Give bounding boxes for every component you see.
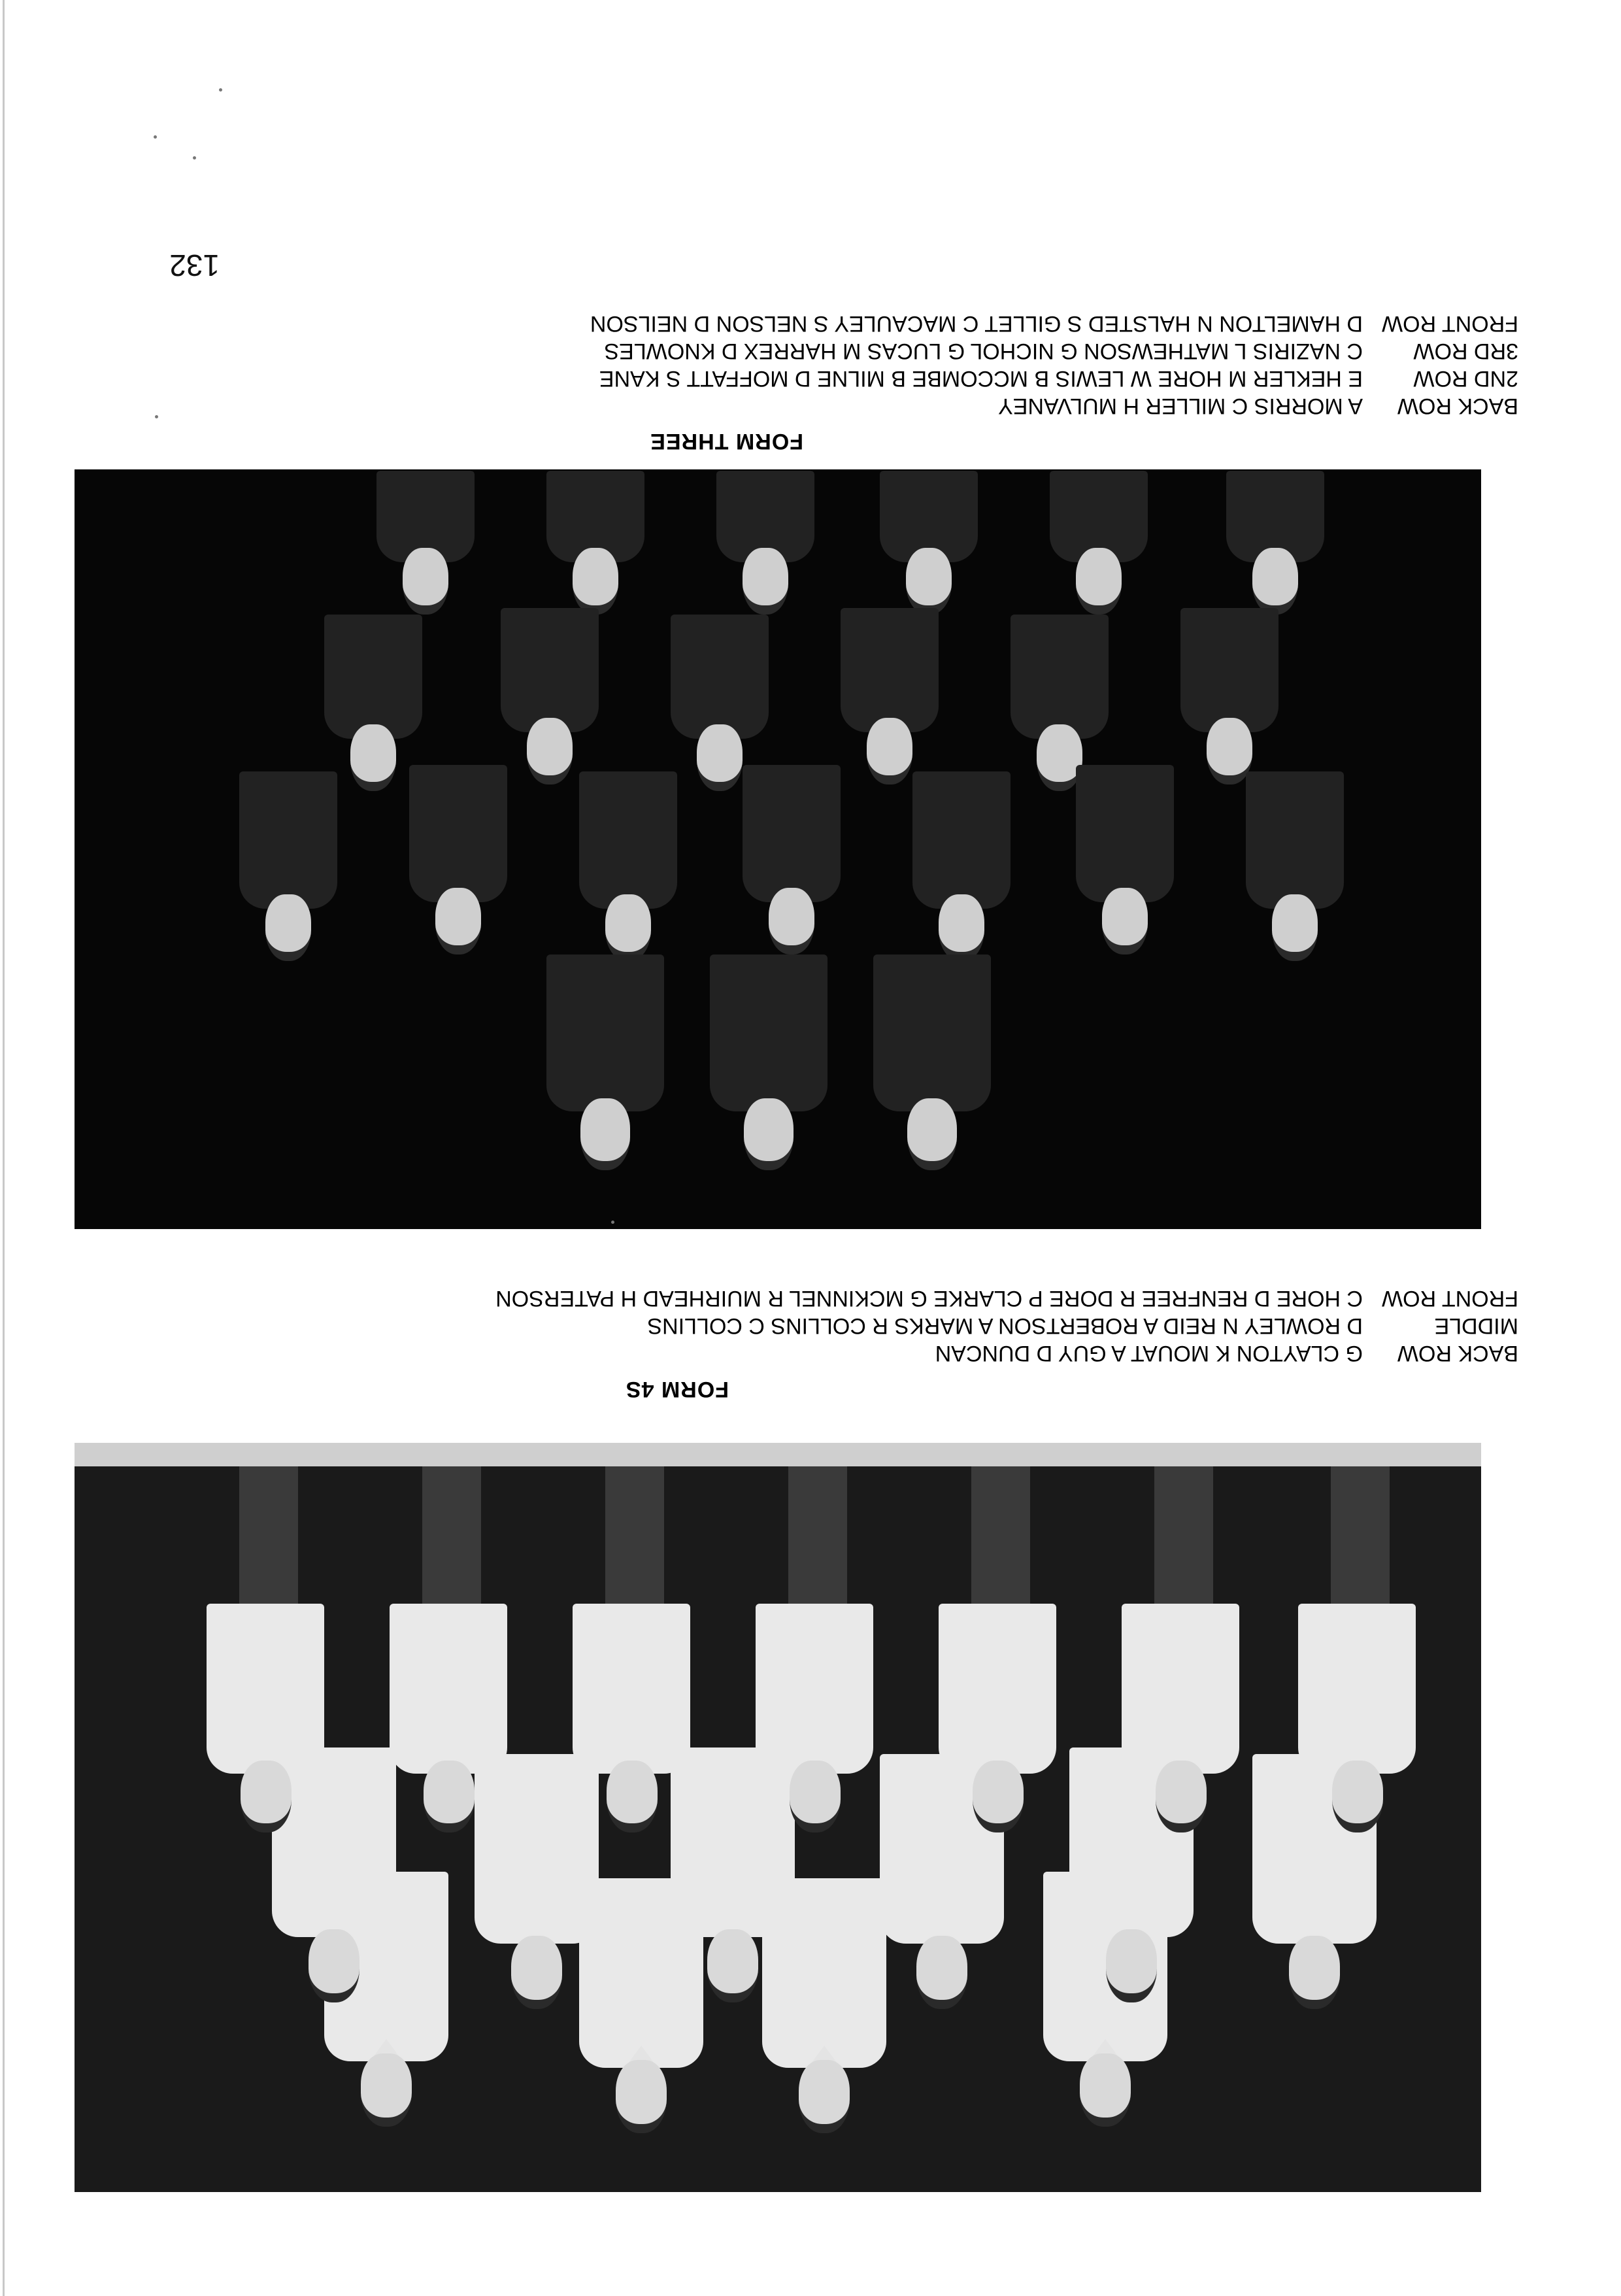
student-figure	[383, 1447, 514, 1852]
student-figure	[1043, 471, 1154, 628]
form-three-photo	[75, 469, 1481, 1229]
row-label: MIDDLE	[1434, 1313, 1518, 1338]
student-figure	[1115, 1447, 1246, 1852]
form-three-caption	[590, 310, 1518, 420]
caption-row	[590, 337, 1518, 365]
form-4s-caption	[495, 1285, 1518, 1367]
form-three-title: FORM THREE	[650, 429, 803, 454]
caption-row	[495, 1285, 1518, 1312]
row-names: D ROWLEY N REID A ROBERTSON A MARKS R COLLINS C COLLINS	[647, 1313, 1363, 1338]
student-figure	[749, 1447, 880, 1852]
student-figure	[370, 471, 481, 628]
student-figure	[566, 1447, 697, 1852]
row-names: D HAMELTON N HALSTED S GILLET C MACAULEY S NELSON D NEILSON	[590, 311, 1363, 336]
row-label: FRONT ROW	[1381, 1286, 1518, 1311]
row-label: FRONT ROW	[1381, 311, 1518, 336]
row-names: A MORRIS C MILLER H MULVANEY	[998, 394, 1363, 418]
row-label: BACK ROW	[1397, 1341, 1518, 1366]
row-label: BACK ROW	[1397, 394, 1518, 418]
student-figure	[1292, 1447, 1422, 1852]
student-figure	[932, 1447, 1063, 1852]
student-figure	[1239, 771, 1350, 981]
scan-edge-line	[3, 0, 5, 2296]
student-figure	[200, 1447, 331, 1852]
form-4s-photo	[75, 1443, 1481, 2192]
caption-row	[495, 1340, 1518, 1367]
row-names: E HEKLER M HORE W LEWIS B MCCOMBE B MILNE D MOFFATT S KANE	[599, 366, 1363, 391]
student-figure	[873, 471, 984, 628]
student-figure	[573, 771, 684, 981]
student-figure	[540, 954, 671, 1190]
student-figure	[1220, 471, 1331, 628]
student-figure	[906, 771, 1017, 981]
row-label: 3RD ROW	[1413, 339, 1518, 363]
row-names: G CLAYTON K MOUAT A GUY D DUNCAN	[935, 1341, 1363, 1366]
caption-row	[590, 365, 1518, 392]
student-figure	[710, 471, 821, 628]
student-figure	[867, 954, 997, 1190]
student-figure	[233, 771, 344, 981]
page-number: 132	[169, 248, 220, 282]
student-figure	[703, 954, 834, 1190]
caption-row	[590, 392, 1518, 420]
student-figure	[1069, 765, 1180, 974]
row-names: C NAZIRIS L MATHEWSON G NICHOL G LUCAS M HARREX D KNOWLES	[604, 339, 1363, 363]
caption-row	[590, 310, 1518, 337]
row-names: C HORE D RENFREE R DORE P CLARKE G MCKINNEL R MUIRHEAD H PATERSON	[495, 1286, 1363, 1311]
bench	[75, 1443, 1481, 1466]
form-4s-title: FORM 4S	[625, 1377, 729, 1402]
row-label: 2ND ROW	[1413, 366, 1518, 391]
student-figure	[403, 765, 514, 974]
student-figure	[540, 471, 651, 628]
caption-row	[495, 1312, 1518, 1340]
student-figure	[736, 765, 847, 974]
